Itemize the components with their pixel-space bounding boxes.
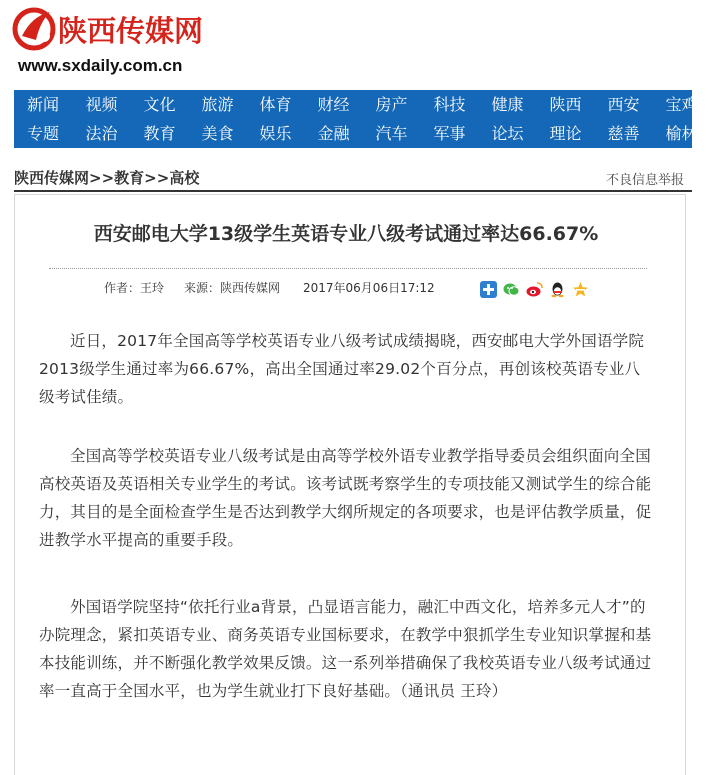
- main-nav: [14, 90, 698, 148]
- article-date: 2017年06月06日17:12: [303, 281, 435, 295]
- site-name: 陕西传媒网: [58, 14, 204, 48]
- nav-item[interactable]: 视频: [85, 95, 118, 114]
- nav-item[interactable]: 财经: [317, 95, 350, 114]
- nav-row-2: [14, 119, 710, 148]
- article-source: 来源：陕西传媒网: [184, 281, 281, 295]
- site-url: www.sxdaily.com.cn: [18, 56, 183, 75]
- qzone-star-icon[interactable]: [572, 281, 589, 298]
- nav-item[interactable]: 教育: [143, 124, 176, 143]
- article-paragraph: 外国语学院坚持“依托行业a背景，凸显语言能力，融汇中西文化，培养多元人才”的办院理念，紧扣英语专业、商务英语专业国标要求，在教学中狠抓学生专业知识掌握和基本技能训练，并不断强化教学效果反馈。这一系列举措确保了我校英语专业八级考试通过率一直高于全国水平，也为学生就业打下良好基础。（通讯员 王玲）: [39, 598, 652, 700]
- breadcrumb-divider: [14, 190, 692, 192]
- site-logo[interactable]: [14, 6, 314, 54]
- nav-item[interactable]: 娱乐: [259, 124, 292, 143]
- nav-item[interactable]: 西安: [607, 95, 640, 114]
- breadcrumb-separator: >>: [89, 169, 115, 187]
- nav-item[interactable]: 体育: [259, 95, 292, 114]
- breadcrumb-education[interactable]: 教育: [114, 169, 145, 187]
- article-paragraph: 全国高等学校英语专业八级考试是由高等学校外语专业教学指导委员会组织面向全国高校英语及英语相关专业学生的考试。该考试既考察学生的专项技能又测试学生的综合能力，其目的是全面检查学生是否达到教学大纲所规定的各项要求，也是评估教学质量，促进教学水平提高的重要手段。: [39, 447, 652, 549]
- nav-item[interactable]: 榆林: [665, 124, 698, 143]
- nav-item[interactable]: 美食: [201, 124, 234, 143]
- nav-item[interactable]: 法治: [85, 124, 118, 143]
- nav-item[interactable]: 金融: [317, 124, 350, 143]
- nav-item[interactable]: 军事: [433, 124, 466, 143]
- qq-icon[interactable]: [549, 281, 566, 298]
- title-divider: [49, 268, 647, 269]
- article-paragraph: 近日，2017年全国高等学校英语专业八级考试成绩揭晓，西安邮电大学外国语学院2013级学生通过率为66.67%，高出全国通过率29.02个百分点，再创该校英语专业八级考试佳绩。: [39, 332, 645, 406]
- weibo-icon[interactable]: [526, 281, 543, 298]
- nav-item[interactable]: 陕西: [549, 95, 582, 114]
- report-link[interactable]: 不良信息举报: [605, 173, 684, 188]
- article-author: 作者：王玲: [104, 281, 165, 295]
- nav-item[interactable]: 科技: [433, 95, 466, 114]
- nav-item[interactable]: 旅游: [201, 95, 234, 114]
- nav-item[interactable]: 汽车: [375, 124, 408, 143]
- article-title: 西安邮电大学13级学生英语专业八级考试通过率达66.67%: [93, 223, 599, 245]
- breadcrumb-universities[interactable]: 高校: [169, 169, 200, 187]
- wechat-icon[interactable]: [503, 281, 520, 298]
- nav-item[interactable]: 健康: [491, 95, 524, 114]
- breadcrumb-separator: >>: [144, 169, 170, 187]
- plus-share-icon[interactable]: [480, 281, 497, 298]
- logo-emblem-icon: [14, 6, 56, 52]
- nav-item[interactable]: 文化: [143, 95, 176, 114]
- nav-item[interactable]: 理论: [549, 124, 582, 143]
- nav-item[interactable]: 慈善: [607, 124, 640, 143]
- breadcrumb: [14, 167, 199, 188]
- nav-item[interactable]: 宝鸡: [665, 95, 698, 114]
- nav-item[interactable]: 专题: [26, 124, 59, 143]
- nav-row-1: [14, 90, 710, 119]
- nav-item[interactable]: 房产: [375, 95, 408, 114]
- nav-item[interactable]: 新闻: [26, 95, 59, 114]
- breadcrumb-home[interactable]: 陕西传媒网: [14, 169, 90, 187]
- nav-item[interactable]: 论坛: [491, 124, 524, 143]
